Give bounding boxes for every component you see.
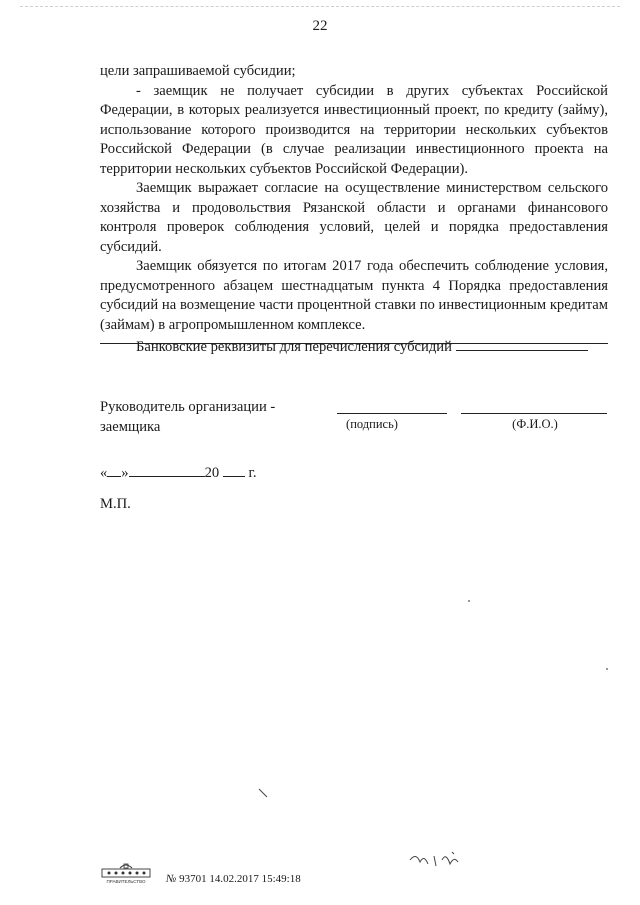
name-blank	[461, 413, 607, 414]
handwritten-mark	[408, 846, 468, 874]
doc-number: 93701	[179, 873, 207, 885]
registration-timestamp: 14.02.2017 15:49:18	[209, 873, 301, 885]
date-line	[100, 462, 257, 482]
date-month-blank	[129, 462, 205, 477]
date-year-suffix: г.	[248, 465, 257, 481]
signature-blank	[337, 413, 447, 414]
scan-edge-dashes	[20, 6, 620, 7]
page-number: 22	[312, 18, 328, 34]
scan-speck	[468, 600, 470, 602]
date-year-prefix: 20	[204, 465, 220, 481]
date-day-blank	[107, 462, 121, 477]
signatory-title	[100, 397, 275, 437]
bank-details-continuation-line	[100, 343, 608, 344]
doc-number-sign: №	[166, 873, 177, 885]
signatory-title-line1: Руководитель организации -	[100, 399, 276, 415]
bank-details-label: Банковские реквизиты для перечисления субсидий	[136, 339, 452, 355]
paragraph-obligation-2017: Заемщик обязуется по итогам 2017 года обеспечить соблюдение условия, предусмотренного абзацем шестнадцатым пункта 4 Порядка предоставления субсидий на возмещение части процентной ставки по инвестиционным кредитам (займам) в агропромышленном комплексе.	[100, 258, 608, 333]
scan-speck	[606, 668, 608, 670]
document-body	[100, 62, 608, 358]
date-close-quote: »	[121, 465, 129, 481]
bank-details-row	[100, 335, 608, 358]
date-open-quote: «	[100, 465, 108, 481]
signature-caption: (подпись)	[346, 417, 398, 431]
scan-mark	[258, 788, 270, 798]
registration-stamp	[166, 873, 301, 885]
emblem-caption: ПРАВИТЕЛЬСТВО	[106, 879, 146, 884]
paragraph-consent-to-checks: Заемщик выражает согласие на осуществление министерством сельского хозяйства и продовольствия Рязанской области и органами финансового контроля проверок соблюдения условий, целей и порядка предоставления субсидий.	[100, 180, 608, 255]
date-year-blank	[223, 462, 245, 477]
stamp-place-label: М.П.	[100, 496, 131, 512]
paragraph-subsidy-purpose: цели запрашиваемой субсидии;	[100, 63, 296, 79]
paragraph-no-other-subsidies: - заемщик не получает субсидии в других субъектах Российской Федерации, в которых реализуется инвестиционный проект, по кредиту (займу), использование которого производится на территории нескольких субъектов Российской Федерации (в случае реализации инвестиционного проекта на территории нескольких субъектов Российской Федерации).	[100, 82, 608, 177]
name-caption: (Ф.И.О.)	[512, 417, 558, 431]
signatory-title-line2: заемщика	[100, 419, 161, 435]
government-emblem-logo	[100, 862, 152, 884]
